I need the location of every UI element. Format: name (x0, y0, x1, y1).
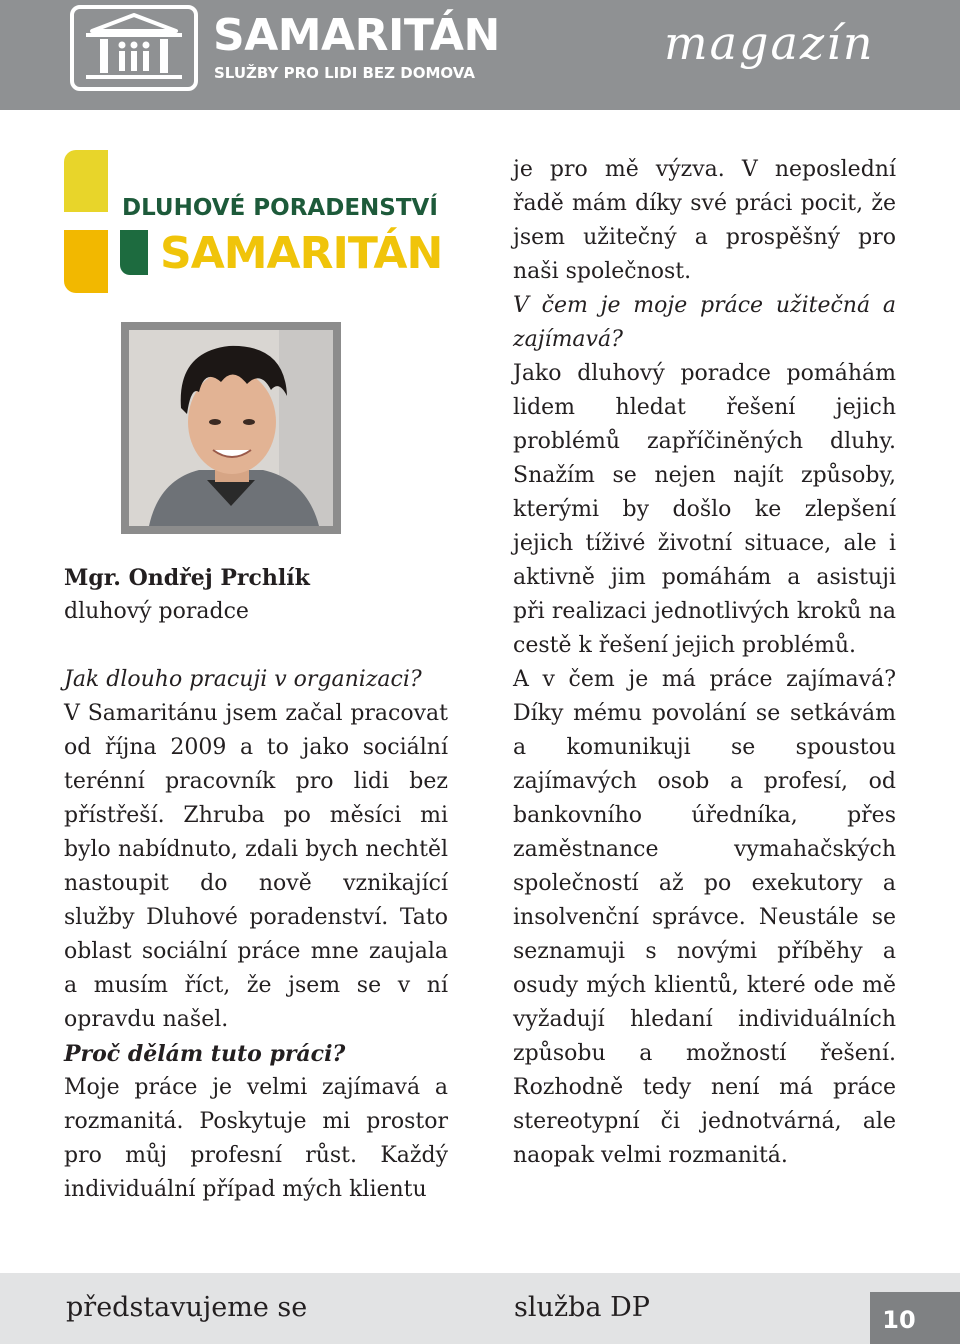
answer-2-end: je pro mě výzva. V neposlední řadě mám díky své práci pocit, že jsem užitečný a prospěšný pro naši společnost. (513, 157, 896, 284)
page-number: 10 (882, 1306, 916, 1334)
question-1: Jak dlouho pracuji v organizaci? (64, 667, 422, 692)
spacer (64, 629, 448, 663)
article-right-column (513, 153, 896, 1173)
portrait-photo (121, 322, 341, 534)
page-header (0, 0, 960, 110)
person-portrait-image (129, 330, 333, 526)
article-left-column (64, 561, 448, 1207)
answer-2-start: Moje práce je velmi zajímavá a rozmanitá. Poskytuje mi prostor pro můj profesní růst. Každý individuální případ mých klientu (64, 1075, 448, 1202)
building-columns-icon (74, 9, 194, 87)
samaritan-logo (70, 5, 198, 91)
person-name: Mgr. Ondřej Prchlík (64, 565, 310, 591)
logo-line-2: SAMARITÁN (160, 228, 443, 279)
footer-service-label: služba DP (514, 1292, 650, 1323)
brand-title: SAMARITÁN (213, 10, 500, 61)
page-number-box (870, 1292, 960, 1344)
footer-section-label: představujeme se (66, 1292, 308, 1323)
magazine-title: magazín (664, 16, 875, 70)
logo-line-1: DLUHOVÉ PORADENSTVÍ (122, 195, 438, 221)
brand-subtitle: SLUŽBY PRO LIDI BEZ DOMOVA (214, 64, 475, 82)
answer-1: V Samaritánu jsem začal pracovat od října 2009 a to jako sociální terénní pracovník pro lidi bez přístřeší. Zhruba po měsíci mi bylo nabídnuto, zdali bych nechtěl nastoupit do nově vznikající služby Dluhové poradenství. Tato oblast sociální práce mne zaujala a musím říct, že jsem se v ní opravdu našel. (64, 701, 448, 1032)
question-3: V čem je moje práce užitečná a zajímavá? (513, 293, 896, 352)
question-2: Proč dělám tuto práci? (64, 1041, 346, 1067)
person-role: dluhový poradce (64, 599, 249, 624)
answer-4: A v čem je má práce zajímavá? Díky mému povolání se setkávám a komunikuji se spoustou zajímavých osob a profesí, od bankovního úředníka, přes zaměstnance vymahačských společností až po exekutory a insolvenční správce. Neustále se seznamuji s novými příběhy a osudy mých klientů, které ode mě vyžadují hledaní individuálních způsobu a možností řešení. Rozhodně tedy není má práce stereotypní či jednotvárná, ale naopak velmi rozmanitá. (513, 667, 896, 1168)
answer-3: Jako dluhový poradce pomáhám lidem hledat řešení jejich problémů zapříčiněných dluhy. Snažím se nejen najít způsoby, kterými by došlo ke zlepšení jejich tíživé životní situace, ale i aktivně jim pomáhám a asistuji při realizaci jednotlivých kroků na cestě k řešení jejich problémů. (513, 361, 896, 658)
